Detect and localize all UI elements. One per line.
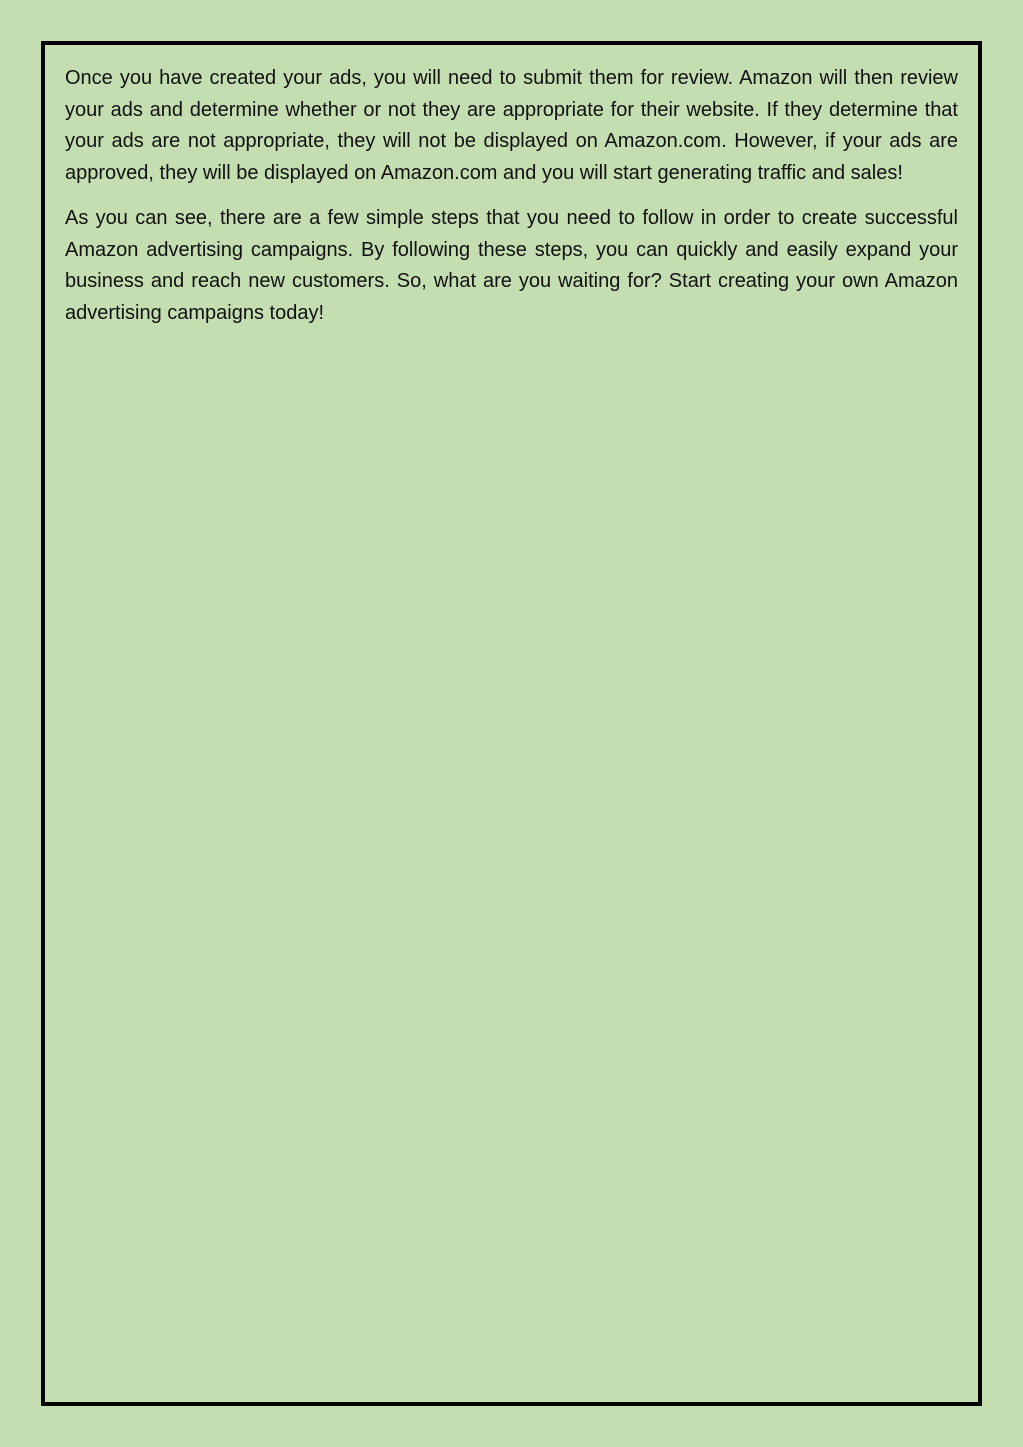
paragraph-review-process: Once you have created your ads, you will need to submit them for review. Amazon will then review your ads and determine whether or not they are appropriate for their website. If they determine that your ads are not appropriate, they will not be displayed on Amazon.com. However, if your ads are approved, they will be displayed on Amazon.com and you will start generating traffic and sales! (65, 67, 958, 184)
document-body (65, 63, 958, 343)
paragraph-conclusion: As you can see, there are a few simple steps that you need to follow in order to create successful Amazon advertising campaigns. By following these steps, you can quickly and easily expand your business and reach new customers. So, what are you waiting for? Start creating your own Amazon advertising campaigns today! (65, 207, 958, 324)
page-border-frame (41, 41, 982, 1406)
